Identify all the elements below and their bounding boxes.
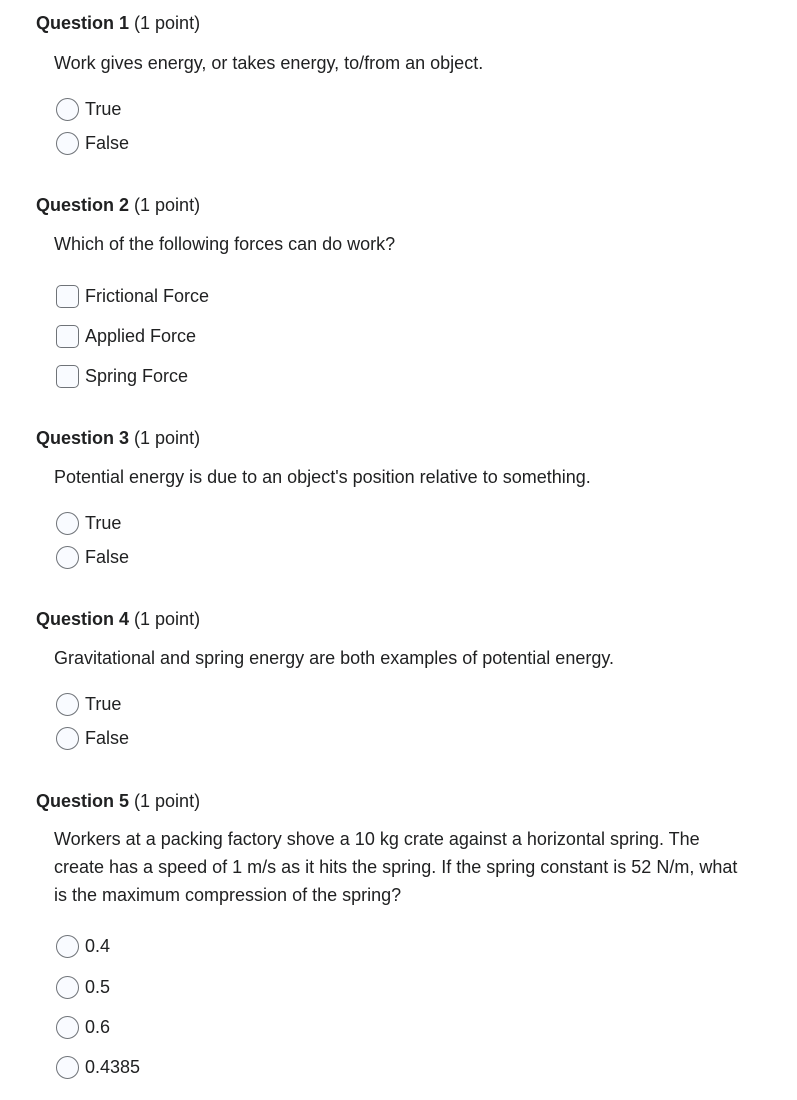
question-text: Workers at a packing factory shove a 10 kg crate against a horizontal spring. The create has a speed of 1 m/s as it hits the spring. If the spring constant is 52 N/m, what is the maximum compression of the spring?	[54, 829, 738, 905]
radio-button[interactable]	[56, 546, 79, 569]
question-text: Potential energy is due to an object's position relative to something.	[54, 467, 591, 487]
question-number: Question 5	[36, 791, 130, 811]
question-number: Question 3	[36, 428, 130, 448]
option-label: 0.5	[85, 977, 111, 997]
radio-button[interactable]	[56, 512, 79, 535]
answer-option[interactable]	[56, 545, 129, 569]
question-title	[36, 607, 200, 631]
question-title	[36, 426, 200, 450]
option-label: True	[85, 513, 122, 533]
option-label: 0.4	[85, 936, 111, 956]
question-points: (1 point)	[134, 195, 201, 215]
answer-option[interactable]	[56, 364, 188, 388]
answer-option[interactable]	[56, 975, 110, 999]
question-title	[36, 193, 200, 217]
question-points: (1 point)	[134, 13, 201, 33]
radio-button[interactable]	[56, 976, 79, 999]
checkbox[interactable]	[56, 285, 79, 308]
option-label: 0.4385	[85, 1057, 141, 1077]
answer-option[interactable]	[56, 284, 209, 308]
option-label: False	[85, 728, 130, 748]
radio-button[interactable]	[56, 98, 79, 121]
answer-option[interactable]	[56, 1015, 110, 1039]
question-title	[36, 11, 200, 35]
option-label: False	[85, 547, 130, 567]
answer-option[interactable]	[56, 324, 196, 348]
answer-option[interactable]	[56, 97, 121, 121]
option-label: True	[85, 694, 122, 714]
question-number: Question 1	[36, 13, 130, 33]
question-text: Gravitational and spring energy are both examples of potential energy.	[54, 648, 615, 668]
radio-button[interactable]	[56, 1016, 79, 1039]
radio-button[interactable]	[56, 727, 79, 750]
checkbox[interactable]	[56, 365, 79, 388]
question-points: (1 point)	[134, 428, 201, 448]
question-number: Question 4	[36, 609, 130, 629]
option-label: False	[85, 133, 130, 153]
option-label: Frictional Force	[85, 286, 210, 306]
option-label: 0.6	[85, 1017, 111, 1037]
radio-button[interactable]	[56, 935, 79, 958]
radio-button[interactable]	[56, 132, 79, 155]
checkbox[interactable]	[56, 325, 79, 348]
answer-option[interactable]	[56, 692, 121, 716]
question-number: Question 2	[36, 195, 130, 215]
question-points: (1 point)	[134, 791, 201, 811]
radio-button[interactable]	[56, 693, 79, 716]
option-label: Applied Force	[85, 326, 197, 346]
answer-option[interactable]	[56, 511, 121, 535]
question-text: Which of the following forces can do work?	[54, 234, 396, 254]
answer-option[interactable]	[56, 726, 129, 750]
question-text: Work gives energy, or takes energy, to/from an object.	[54, 53, 484, 73]
question-title	[36, 789, 200, 813]
option-label: True	[85, 99, 122, 119]
radio-button[interactable]	[56, 1056, 79, 1079]
answer-option[interactable]	[56, 934, 110, 958]
question-points: (1 point)	[134, 609, 201, 629]
answer-option[interactable]	[56, 131, 129, 155]
answer-option[interactable]	[56, 1055, 140, 1079]
option-label: Spring Force	[85, 366, 189, 386]
